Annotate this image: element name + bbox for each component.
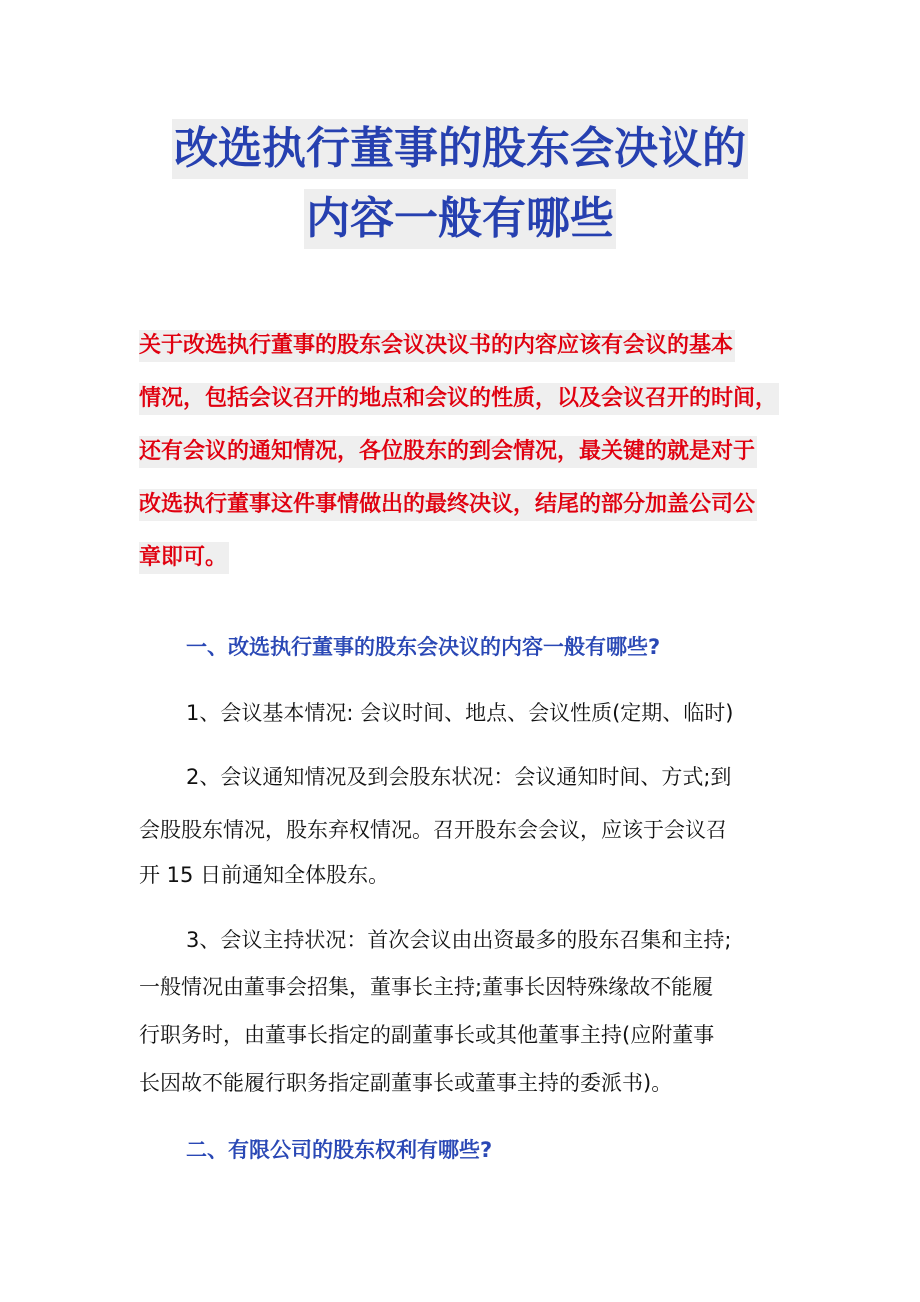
intro-line-text: 情况，包括会议召开的地点和会议的性质，以及会议召开的时间， (139, 383, 779, 415)
intro-line-text: 关于改选执行董事的股东会议决议书的内容应该有会议的基本 (139, 330, 735, 362)
intro-line (139, 489, 757, 521)
item-3-line: 一般情况由董事会招集，董事长主持;董事长因特殊缘故不能履 (139, 975, 714, 999)
intro-line (139, 542, 229, 574)
intro-line (139, 383, 779, 415)
item-2-line: 2、会议通知情况及到会股东状况：会议通知时间、方式;到 (186, 765, 732, 789)
item-3-line: 行职务时，由董事长指定的副董事长或其他董事主持(应附董事 (139, 1023, 715, 1047)
section-2-heading: 二、有限公司的股东权利有哪些? (186, 1138, 493, 1162)
intro-line-text: 章即可。 (139, 542, 229, 574)
item-2-line: 会股股东情况，股东弃权情况。召开股东会会议，应该于会议召 (139, 818, 727, 842)
title-text-2: 内容一般有哪些 (304, 189, 616, 249)
title-text-1: 改选执行董事的股东会决议的 (172, 119, 748, 179)
section-1-heading: 一、改选执行董事的股东会决议的内容一般有哪些? (186, 635, 661, 659)
intro-line-text: 还有会议的通知情况，各位股东的到会情况，最关键的就是对于 (139, 436, 757, 468)
intro-line (139, 436, 757, 468)
item-3-line: 长因故不能履行职务指定副董事长或董事主持的委派书)。 (139, 1071, 673, 1095)
document-title-line-2 (0, 189, 920, 249)
intro-line (139, 330, 735, 362)
document-title-line-1 (0, 119, 920, 179)
item-1-line: 1、会议基本情况: 会议时间、地点、会议性质(定期、临时) (186, 701, 734, 725)
item-2-line: 开 15 日前通知全体股东。 (139, 863, 390, 887)
item-3-line: 3、会议主持状况：首次会议由出资最多的股东召集和主持; (186, 928, 732, 952)
intro-line-text: 改选执行董事这件事情做出的最终决议，结尾的部分加盖公司公 (139, 489, 757, 521)
